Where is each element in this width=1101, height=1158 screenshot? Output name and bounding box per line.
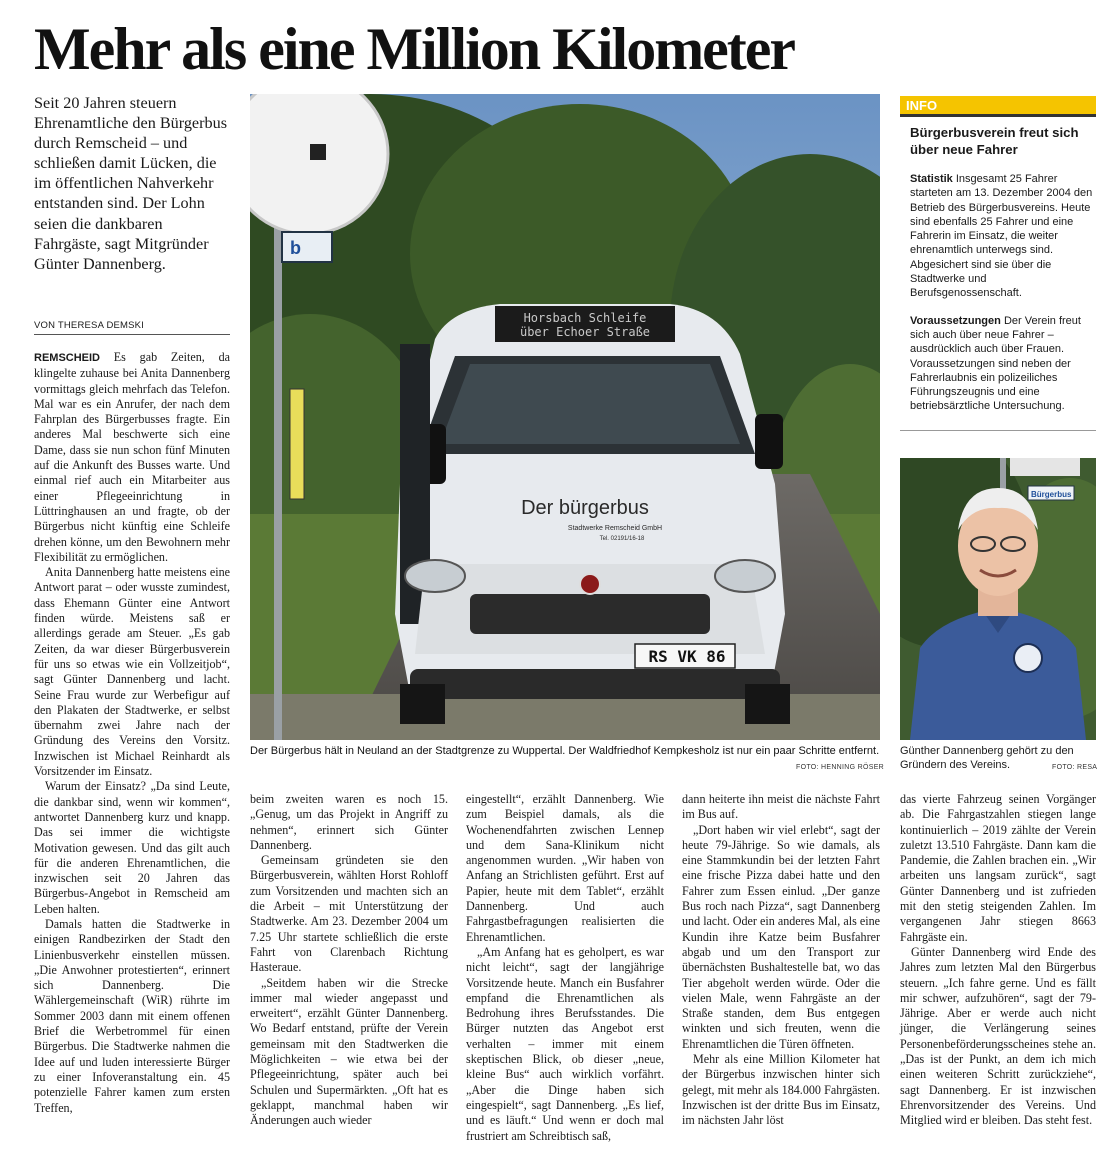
article-column-3 xyxy=(466,792,664,1144)
paragraph: dann heiterte ihn meist die nächste Fahrt im Bus auf. xyxy=(682,792,880,822)
paragraph: Mehr als eine Million Kilometer hat der Bürgerbus inzwischen hinter sich gelegt, mit mehr als 184.000 Fahrgästen. Inzwischen ist der dritte Bus im Einsatz, im nächsten Jahr löst xyxy=(682,1052,880,1128)
info-text xyxy=(910,172,1096,414)
article-column-2 xyxy=(250,792,448,1129)
bus-photo xyxy=(250,94,880,740)
byline: VON THERESA DEMSKI xyxy=(34,320,230,335)
dateline: REMSCHEID xyxy=(34,352,101,364)
paragraph: eingestellt“, erzählt Dannenberg. Wie zum Beispiel damals, als die Wochenendfahrten zwischen Lennep und dem Sana-Klinikum nicht angenommen wurden. „Wir haben von Anfang an Strichlisten geführt. Erst auf Papier, heute mit dem Tablet“, erzählt Dannenberg. Und auch Fahrgastbefragungen realisierten die Ehrenamtlichen. xyxy=(466,792,664,944)
info-section-heading: Voraussetzungen xyxy=(910,314,1001,327)
street-sign-text: b xyxy=(290,238,301,258)
bus-logo-subtitle: Stadtwerke Remscheid GmbH xyxy=(567,525,663,532)
portrait-credit: FOTO: RESA xyxy=(1052,764,1098,771)
article-column-4 xyxy=(682,792,880,1129)
headline: Mehr als eine Million Kilometer xyxy=(34,16,795,82)
info-title: Bürgerbusverein freut sich über neue Fahrer xyxy=(910,125,1079,157)
article-column-5 xyxy=(900,792,1096,1129)
article-column-1 xyxy=(34,350,230,1116)
destination-display-line-1: Horsbach Schleife xyxy=(523,311,647,325)
paragraph: „Am Anfang hat es geholpert, es war nicht leicht“, sagt der langjährige Vorsitzende heute. Manch ein Busfahrer empfand die Ehrenamtlichen als Bedrohung ihres Berufsstandes. Die Bürger nutzten das Angebot erst verhalten – immer mit einem skeptischen Blick, ob dieser „neue, kleine Bus“ auch wirklich vorfährt. „Aber die Dinge haben sich eingespielt“, sagt Dannenberg. „Es lief, und es läuft.“ Und wenn er doch mal frustriert am Schreibtisch saß, xyxy=(466,944,664,1143)
info-section-heading: Statistik xyxy=(910,173,953,185)
bus-photo-illustration xyxy=(250,94,880,740)
destination-display-line-2: über Echoer Straße xyxy=(519,325,651,339)
paragraph: Gemeinsam gründeten sie den Bürgerbusverein, wählten Horst Rohloff zum Vorsitzenden und machten sich an die Arbeit – mit Unterstützung der Stadtwerke. Am 23. Dezember 2004 um 7.25 Uhr startete schließlich die erste Fahrt von Clarenbach Richtung Hasteraue. xyxy=(250,853,448,975)
paragraph: „Dort haben wir viel erlebt“, sagt der heute 79-Jährige. So wie damals, als eine Stammkundin bei der letzten Fahrt eine frische Pizza dabei hatte und den Fahrer zum Essen einlud. „Der ganze Bus roch nach Pizza“, sagt Dannenberg und lacht. Oder ein anderes Mal, als eine Kundin ihre Katze beim Busfahrer abgab und um den Transport zur übernächsten Bushaltestelle bat, wo das Tier abgeholt werden würde. Oder die vielen Male, wenn Fahrgäste an der Straße standen, dem Bus entgegen winkten und sich freuten, wenn die Ehrenamtlichen die Türen öffneten. xyxy=(682,822,880,1051)
paragraph: beim zweiten waren es noch 15. „Genug, um das Projekt in Angriff zu nehmen“, erinnert sich Günter Dannenberg. xyxy=(250,792,448,852)
portrait-photo xyxy=(900,458,1096,740)
info-label: INFO xyxy=(900,96,1096,117)
info-box xyxy=(900,96,1096,427)
info-section-text: Der Verein freut sich auch über neue Fahrer – ausdrücklich auch über Frauen. Voraussetzungen sind neben der Fahrerlaubnis ein polizeiliches Führungszeugnis und eine betriebsärztliche Untersuchung. xyxy=(910,314,1081,413)
portrait-illustration xyxy=(900,458,1096,740)
main-photo-credit: FOTO: HENNING RÖSER xyxy=(796,764,885,771)
info-divider xyxy=(900,430,1096,431)
bus-logo-text: Der bürgerbus xyxy=(521,497,649,519)
paragraph: Warum der Einsatz? „Da sind Leute, die dankbar sind, wenn wir kommen“, antwortet Dannenberg kurz und knapp. Das sei immer die wichtigste Motivation gewesen. Und das gilt auch für die anderen Ehrenamtlichen, die inzwischen seit 20 Jahren das Bürgerbus-Angebot in Remscheid am Leben halten. xyxy=(34,779,230,916)
info-section-text: Insgesamt 25 Fahrer starteten am 13. Dezember 2004 den Betrieb des Bürgerbusvereins. Heute sind ebenfalls 25 Fahrer und eine Fahrerin im Einsatz, die weiter ehrenamtlich unterwegs sind. Abgesichert sind sie über die Stadtwerke und Berufsgenossenschaft. xyxy=(910,173,1093,300)
lead-paragraph: Seit 20 Jahren steuern Ehrenamtliche den Bürgerbus durch Remscheid – und schließen damit Lücken, die im öffentlichen Nahverkehr entstanden sind. Der Lohn seien die dankbaren Fahrgäste, sagt Mitgründer Günter Dannenberg. xyxy=(34,94,227,273)
paragraph: „Seitdem haben wir die Strecke immer mal wieder angepasst und erweitert“, erzählt Günter Dannenberg. Wo Bedarf entstand, prüfte der Verein gemeinsam mit den Stadtwerken die Möglichkeiten – wie etwa bei der Pflegeeinrichtung, später auch bei Schulen und Supermärkten. „Oft hat es geklappt, manchmal haben wir Änderungen auch wieder xyxy=(250,975,448,1128)
license-plate: RS VK 86 xyxy=(648,647,726,666)
paragraph: Damals hatten die Stadtwerke in einigen Randbezirken der Stadt den Linienbusverkehr einstellen müssen. „Die Anwohner protestierten“, erinnert sich Dannenberg. Die Wählergemeinschaft (WiR) rührte im Sommer 2003 dann mit einem offenen Brief die Werbetrommel für einen Bürgerbus. Die Stadtwerke nahmen die Idee auf und luden interessierte Bürger zu einer Infoveranstaltung ein. 45 potenzielle Fahrer kamen zum ersten Treffen, xyxy=(34,916,230,1115)
portrait-caption: Günther Dannenberg gehört zu den Gründern des Vereins. xyxy=(900,745,1074,771)
bus-phone: Tel. 02191/16-18 xyxy=(599,536,645,542)
portrait-sign-text: Bürgerbus xyxy=(1031,490,1072,499)
main-photo-caption: Der Bürgerbus hält in Neuland an der Stadtgrenze zu Wuppertal. Der Waldfriedhof Kempkesholz ist nur ein paar Schritte entfernt. xyxy=(250,745,880,757)
paragraph: Anita Dannenberg hatte meistens eine Antwort parat – oder wusste zumindest, dass Ehemann Günter eine Antwort finden würde. Meistens saß er allerdings gerade am Steuer. „Es gab Zeiten, da war dieser Bürgerbusverein für uns so etwas wie ein Vollzeitjob“, sagt Günter Dannenberg und lacht. Seine Frau wurde zur Werbefigur auf den Plakaten der Stadtwerke, er selbst übernahm zwei Jahre nach der Gründung des Vereins den Vorsitz. Inzwischen ist Michael Reinhardt als Vorsitzender im Einsatz. xyxy=(34,565,230,779)
paragraph: Es gab Zeiten, da klingelte zuhause bei Anita Dannenberg vormittags gleich mehrfach das Telefon. Mal war es ein Anrufer, der nach dem Fahrplan des Bürgerbusses fragte. Ein anderes Mal beschwerte sich eine Dame, dass sie nun schon fünf Minuten auf die Ankunft des Busses warte. Und einmal rief auch ein Mitarbeiter aus einer Pflegeeinrichtung in Lüttringhausen an und fragte, ob der Bürgerbus nicht künftig eine Schleife drehen könne, um den Bewohnern mehr Flexibilität zu ermöglichen. xyxy=(34,350,230,564)
paragraph: das vierte Fahrzeug seinen Vorgänger ab. Die Fahrgastzahlen stiegen lange kontinuierlich – 2019 zählte der Verein zuletzt 13.510 Fahrgäste. Dann kam die Pandemie, die Zahlen brachen ein. „Wir arbeiten uns langsam zurück“, sagt Günter Dannenberg und ist zufrieden mit den stetig steigenden Zahlen. Im vergangenen Jahr stiegen 8663 Fahrgäste ein. xyxy=(900,792,1096,944)
paragraph: Günter Dannenberg wird Ende des Jahres zum letzten Mal den Bürgerbus steuern. „Ich fahre gerne. Und es fällt mir schwer, aufzuhören“, sagt der 79-Jährige. Aber er werde auch nicht jünger, die Verlängerung seines Personenbeförderungsscheines stehe an. „Das ist der Punkt, an dem ich mich einen weiteren Schritt zurückziehe“, sagt Dannenberg. Er ist inzwischen Ehrenvorsitzender des Vereins. Und Mitglied wird er bleiben. Das steht fest. xyxy=(900,944,1096,1128)
